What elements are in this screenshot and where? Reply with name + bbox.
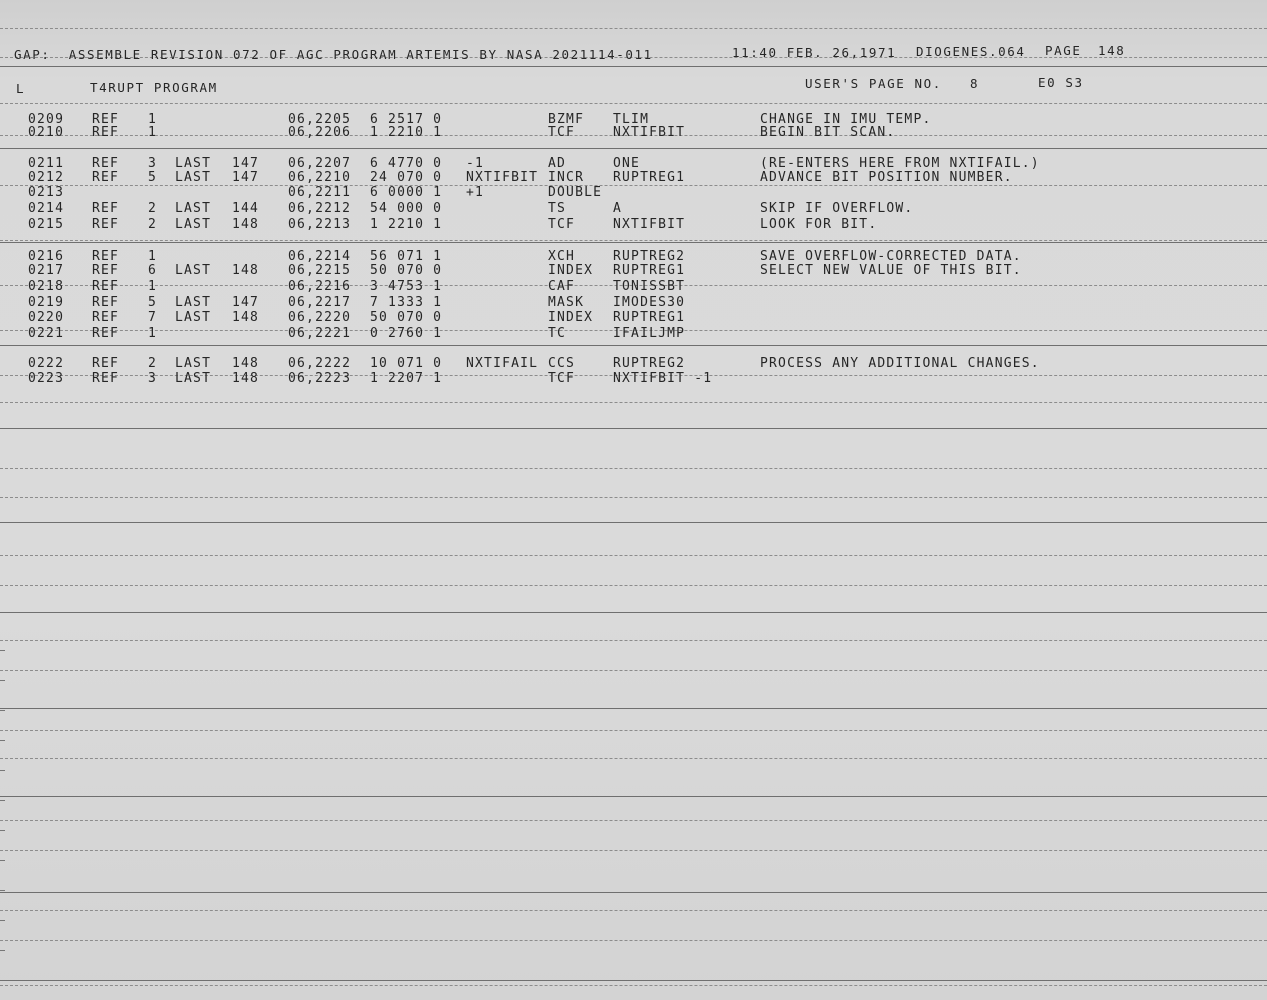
address: 06,2215	[288, 263, 352, 278]
ref-flag: REF	[92, 201, 120, 216]
dashed-rule	[0, 28, 1267, 29]
ref-flag: REF	[92, 310, 120, 325]
address: 06,2216	[288, 279, 352, 294]
line-number: 0223	[28, 371, 65, 386]
address: 06,2222	[288, 356, 352, 371]
section-title: T4RUPT PROGRAM	[90, 80, 218, 95]
octal-word: 1 2207 1	[370, 371, 443, 386]
operand: RUPTREG1	[613, 263, 686, 278]
ref-flag: REF	[92, 156, 120, 171]
address: 06,2212	[288, 201, 352, 216]
dashed-rule	[0, 240, 1267, 241]
last-label: LAST	[175, 356, 212, 371]
header-timestamp: 11:40 FEB. 26,1971	[732, 45, 897, 60]
solid-rule	[0, 66, 1267, 67]
ref-count: 2	[148, 217, 158, 232]
comment: BEGIN BIT SCAN.	[760, 125, 896, 140]
ref-flag: REF	[92, 371, 120, 386]
comment: (RE-ENTERS HERE FROM NXTIFAIL.)	[760, 156, 1040, 171]
header-page-number: 148	[1098, 43, 1126, 58]
header-job: DIOGENES.064	[916, 44, 1026, 59]
opcode: BZMF	[548, 112, 585, 127]
opcode: TCF	[548, 217, 576, 232]
operand: NXTIFBIT	[613, 217, 686, 232]
operand: TONISSBT	[613, 279, 686, 294]
comment: LOOK FOR BIT.	[760, 217, 878, 232]
address: 06,2210	[288, 170, 352, 185]
opcode: TC	[548, 326, 567, 341]
address: 06,2213	[288, 217, 352, 232]
line-number: 0213	[28, 185, 65, 200]
opcode: CAF	[548, 279, 576, 294]
dashed-rule	[0, 640, 1267, 641]
ref-count: 3	[148, 371, 158, 386]
opcode: CCS	[548, 356, 576, 371]
octal-word: 1 2210 1	[370, 217, 443, 232]
octal-word: 0 2760 1	[370, 326, 443, 341]
ref-count: 1	[148, 112, 158, 127]
last-label: LAST	[175, 170, 212, 185]
solid-rule	[0, 708, 1267, 709]
ref-flag: REF	[92, 295, 120, 310]
operand: A	[613, 201, 623, 216]
ref-count: 5	[148, 295, 158, 310]
user-page-number: 8	[970, 76, 980, 91]
last-page: 148	[232, 356, 260, 371]
line-number: 0209	[28, 112, 65, 127]
octal-word: 3 4753 1	[370, 279, 443, 294]
octal-word: 6 2517 0	[370, 112, 443, 127]
ref-count: 2	[148, 356, 158, 371]
margin-tick	[0, 860, 5, 861]
header-title: GAP: ASSEMBLE REVISION 072 OF AGC PROGRAM ARTEMIS BY NASA 2021114-011	[14, 47, 653, 62]
dashed-rule	[0, 820, 1267, 821]
ref-count: 1	[148, 326, 158, 341]
operand: RUPTREG1	[613, 310, 686, 325]
last-label: LAST	[175, 310, 212, 325]
last-page: 144	[232, 201, 260, 216]
ref-flag: REF	[92, 249, 120, 264]
solid-rule	[0, 980, 1267, 981]
opcode: INDEX	[548, 263, 594, 278]
line-number: 0215	[28, 217, 65, 232]
last-label: LAST	[175, 156, 212, 171]
line-number: 0210	[28, 125, 65, 140]
last-page: 147	[232, 156, 260, 171]
ref-flag: REF	[92, 217, 120, 232]
dashed-rule	[0, 555, 1267, 556]
dashed-rule	[0, 670, 1267, 671]
solid-rule	[0, 242, 1267, 243]
opcode: INCR	[548, 170, 585, 185]
margin-tick	[0, 740, 5, 741]
margin-tick	[0, 950, 5, 951]
solid-rule	[0, 892, 1267, 893]
octal-word: 24 070 0	[370, 170, 443, 185]
margin-tick	[0, 770, 5, 771]
last-page: 148	[232, 310, 260, 325]
operand: TLIM	[613, 112, 650, 127]
opcode: MASK	[548, 295, 585, 310]
octal-word: 10 071 0	[370, 356, 443, 371]
address: 06,2211	[288, 185, 352, 200]
line-number: 0218	[28, 279, 65, 294]
line-number: 0217	[28, 263, 65, 278]
user-page-label: USER'S PAGE NO.	[805, 76, 942, 91]
operand: NXTIFBIT -1	[613, 371, 713, 386]
line-number: 0220	[28, 310, 65, 325]
operand: RUPTREG2	[613, 249, 686, 264]
address: 06,2207	[288, 156, 352, 171]
octal-word: 7 1333 1	[370, 295, 443, 310]
operand: NXTIFBIT	[613, 125, 686, 140]
last-label: LAST	[175, 217, 212, 232]
margin-tick	[0, 800, 5, 801]
ref-flag: REF	[92, 112, 120, 127]
ref-count: 1	[148, 125, 158, 140]
comment: SKIP IF OVERFLOW.	[760, 201, 914, 216]
solid-rule	[0, 345, 1267, 346]
octal-word: 1 2210 1	[370, 125, 443, 140]
comment: SELECT NEW VALUE OF THIS BIT.	[760, 263, 1022, 278]
ref-flag: REF	[92, 125, 120, 140]
subheader-code: E0 S3	[1038, 75, 1084, 90]
ref-count: 1	[148, 279, 158, 294]
address: 06,2220	[288, 310, 352, 325]
octal-word: 50 070 0	[370, 310, 443, 325]
ref-count: 2	[148, 201, 158, 216]
symbol-label: NXTIFBIT	[466, 170, 539, 185]
header-page-label: PAGE	[1045, 43, 1082, 58]
dashed-rule	[0, 730, 1267, 731]
octal-word: 6 0000 1	[370, 185, 443, 200]
opcode: DOUBLE	[548, 185, 603, 200]
octal-word: 50 070 0	[370, 263, 443, 278]
line-number: 0211	[28, 156, 65, 171]
dashed-rule	[0, 497, 1267, 498]
operand: IFAILJMP	[613, 326, 686, 341]
subheader-left-mark: L	[16, 81, 26, 96]
dashed-rule	[0, 850, 1267, 851]
last-page: 148	[232, 263, 260, 278]
solid-rule	[0, 612, 1267, 613]
line-number: 0222	[28, 356, 65, 371]
operand: RUPTREG2	[613, 356, 686, 371]
dashed-rule	[0, 910, 1267, 911]
opcode: INDEX	[548, 310, 594, 325]
opcode: TS	[548, 201, 567, 216]
address: 06,2205	[288, 112, 352, 127]
comment: CHANGE IN IMU TEMP.	[760, 112, 932, 127]
opcode: XCH	[548, 249, 576, 264]
ref-count: 3	[148, 156, 158, 171]
octal-word: 6 4770 0	[370, 156, 443, 171]
margin-tick	[0, 830, 5, 831]
comment: PROCESS ANY ADDITIONAL CHANGES.	[760, 356, 1040, 371]
comment: ADVANCE BIT POSITION NUMBER.	[760, 170, 1013, 185]
solid-rule	[0, 428, 1267, 429]
margin-tick	[0, 920, 5, 921]
last-page: 148	[232, 217, 260, 232]
line-number: 0219	[28, 295, 65, 310]
dashed-rule	[0, 185, 1267, 186]
ref-flag: REF	[92, 356, 120, 371]
octal-word: 56 071 1	[370, 249, 443, 264]
ref-flag: REF	[92, 326, 120, 341]
last-label: LAST	[175, 371, 212, 386]
dashed-rule	[0, 985, 1267, 986]
last-label: LAST	[175, 295, 212, 310]
solid-rule	[0, 522, 1267, 523]
opcode: AD	[548, 156, 567, 171]
symbol-label: -1	[466, 156, 485, 171]
solid-rule	[0, 796, 1267, 797]
address: 06,2206	[288, 125, 352, 140]
opcode: TCF	[548, 125, 576, 140]
margin-tick	[0, 680, 5, 681]
ref-count: 1	[148, 249, 158, 264]
ref-flag: REF	[92, 279, 120, 294]
symbol-label: +1	[466, 185, 485, 200]
solid-rule	[0, 148, 1267, 149]
line-number: 0221	[28, 326, 65, 341]
margin-tick	[0, 650, 5, 651]
opcode: TCF	[548, 371, 576, 386]
operand: RUPTREG1	[613, 170, 686, 185]
ref-flag: REF	[92, 170, 120, 185]
address: 06,2214	[288, 249, 352, 264]
margin-tick	[0, 890, 5, 891]
operand: IMODES30	[613, 295, 686, 310]
dashed-rule	[0, 468, 1267, 469]
last-page: 148	[232, 371, 260, 386]
operand: ONE	[613, 156, 641, 171]
last-label: LAST	[175, 201, 212, 216]
address: 06,2217	[288, 295, 352, 310]
margin-tick	[0, 710, 5, 711]
octal-word: 54 000 0	[370, 201, 443, 216]
ref-flag: REF	[92, 263, 120, 278]
address: 06,2223	[288, 371, 352, 386]
last-label: LAST	[175, 263, 212, 278]
line-number: 0214	[28, 201, 65, 216]
dashed-rule	[0, 103, 1267, 104]
address: 06,2221	[288, 326, 352, 341]
dashed-rule	[0, 585, 1267, 586]
ref-count: 7	[148, 310, 158, 325]
comment: SAVE OVERFLOW-CORRECTED DATA.	[760, 249, 1022, 264]
symbol-label: NXTIFAIL	[466, 356, 539, 371]
last-page: 147	[232, 170, 260, 185]
ref-count: 5	[148, 170, 158, 185]
line-number: 0212	[28, 170, 65, 185]
dashed-rule	[0, 940, 1267, 941]
dashed-rule	[0, 402, 1267, 403]
last-page: 147	[232, 295, 260, 310]
ref-count: 6	[148, 263, 158, 278]
dashed-rule	[0, 758, 1267, 759]
line-number: 0216	[28, 249, 65, 264]
